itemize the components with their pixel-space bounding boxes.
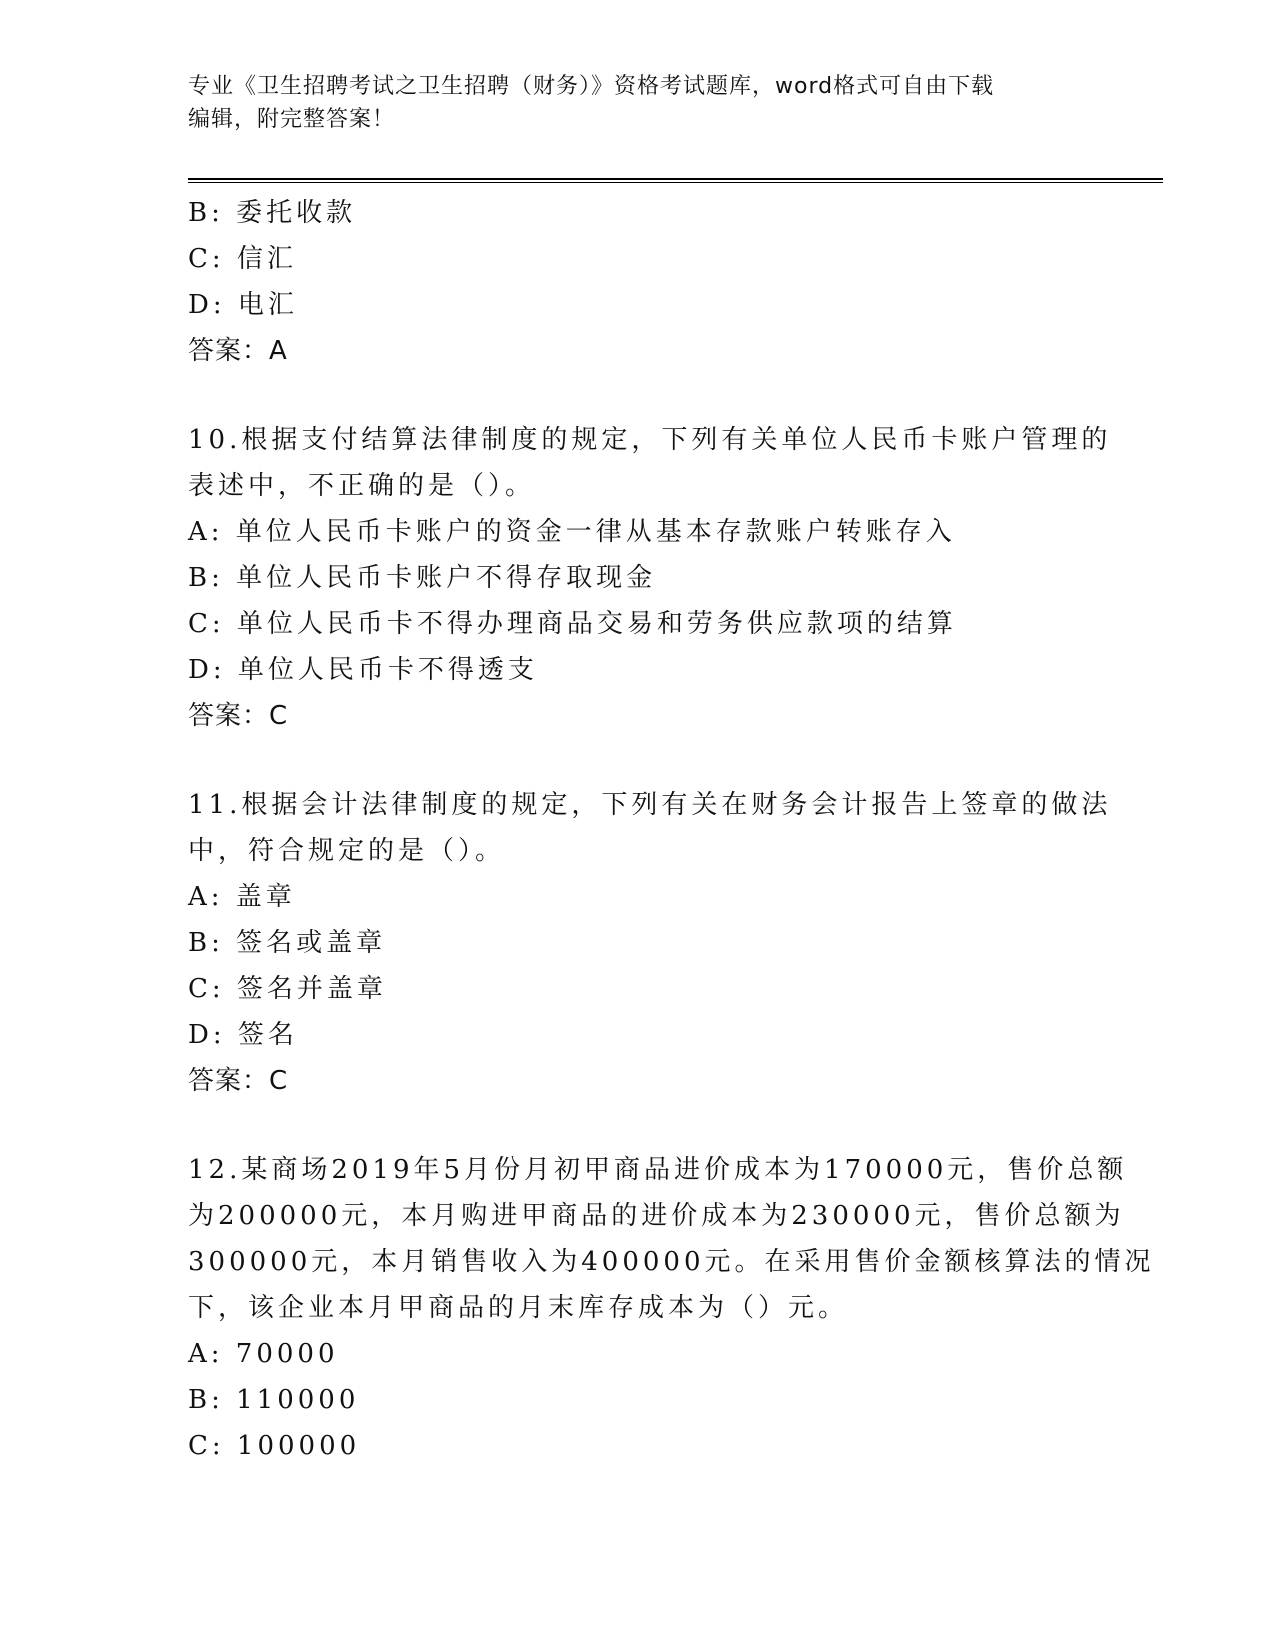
document-header bbox=[188, 70, 1163, 136]
question-10-answer: 答案：C bbox=[188, 701, 289, 731]
question-10-stem-line-2: 表述中，不正确的是（）。 bbox=[188, 471, 536, 501]
document-page bbox=[188, 70, 1163, 1461]
header-line-1: 专业《卫生招聘考试之卫生招聘（财务）》资格考试题库，word格式可自由下载 bbox=[188, 74, 995, 99]
question-12-stem-line-3: 300000元，本月销售收入为400000元。在采用售价金额核算法的情况 bbox=[188, 1247, 1155, 1277]
question-11-stem-line-2: 中，符合规定的是（）。 bbox=[188, 836, 506, 866]
question-9 bbox=[188, 190, 1163, 374]
question-11-stem-line-1: 11.根据会计法律制度的规定，下列有关在财务会计报告上签章的做法 bbox=[188, 790, 1112, 820]
question-11-option-b: B: 签名或盖章 bbox=[188, 928, 387, 958]
question-spacer bbox=[188, 739, 1163, 782]
header-divider bbox=[188, 178, 1163, 183]
question-12 bbox=[188, 1147, 1163, 1469]
question-10-stem-line-1: 10.根据支付结算法律制度的规定，下列有关单位人民币卡账户管理的 bbox=[188, 425, 1112, 455]
question-12-option-a: A: 70000 bbox=[188, 1339, 339, 1369]
question-11 bbox=[188, 782, 1163, 1104]
question-9-option-d: D: 电汇 bbox=[188, 290, 298, 320]
question-10-option-c: C: 单位人民币卡不得办理商品交易和劳务供应款项的结算 bbox=[188, 609, 957, 639]
header-line-2: 编辑，附完整答案！ bbox=[188, 107, 396, 132]
question-9-option-b: B: 委托收款 bbox=[188, 198, 357, 228]
question-spacer bbox=[188, 374, 1163, 417]
question-10-option-d: D: 单位人民币卡不得透支 bbox=[188, 655, 538, 685]
question-12-option-b: B: 110000 bbox=[188, 1385, 360, 1415]
question-9-option-c: C: 信汇 bbox=[188, 244, 297, 274]
question-content bbox=[188, 190, 1163, 1469]
question-spacer bbox=[188, 1104, 1163, 1147]
question-10 bbox=[188, 417, 1163, 739]
question-10-option-b: B: 单位人民币卡账户不得存取现金 bbox=[188, 563, 657, 593]
question-12-stem-line-1: 12.某商场2019年5月份月初甲商品进价成本为170000元，售价总额 bbox=[188, 1155, 1128, 1185]
question-11-option-c: C: 签名并盖章 bbox=[188, 974, 387, 1004]
question-12-option-c: C: 100000 bbox=[188, 1431, 361, 1461]
question-10-option-a: A: 单位人民币卡账户的资金一律从基本存款账户转账存入 bbox=[188, 517, 956, 547]
question-11-option-a: A: 盖章 bbox=[188, 882, 296, 912]
question-12-stem-line-2: 为200000元，本月购进甲商品的进价成本为230000元，售价总额为 bbox=[188, 1201, 1125, 1231]
question-11-answer: 答案：C bbox=[188, 1066, 289, 1096]
question-11-option-d: D: 签名 bbox=[188, 1020, 298, 1050]
question-12-stem-line-4: 下，该企业本月甲商品的月末库存成本为（）元。 bbox=[188, 1293, 849, 1323]
question-9-answer: 答案：A bbox=[188, 336, 288, 366]
